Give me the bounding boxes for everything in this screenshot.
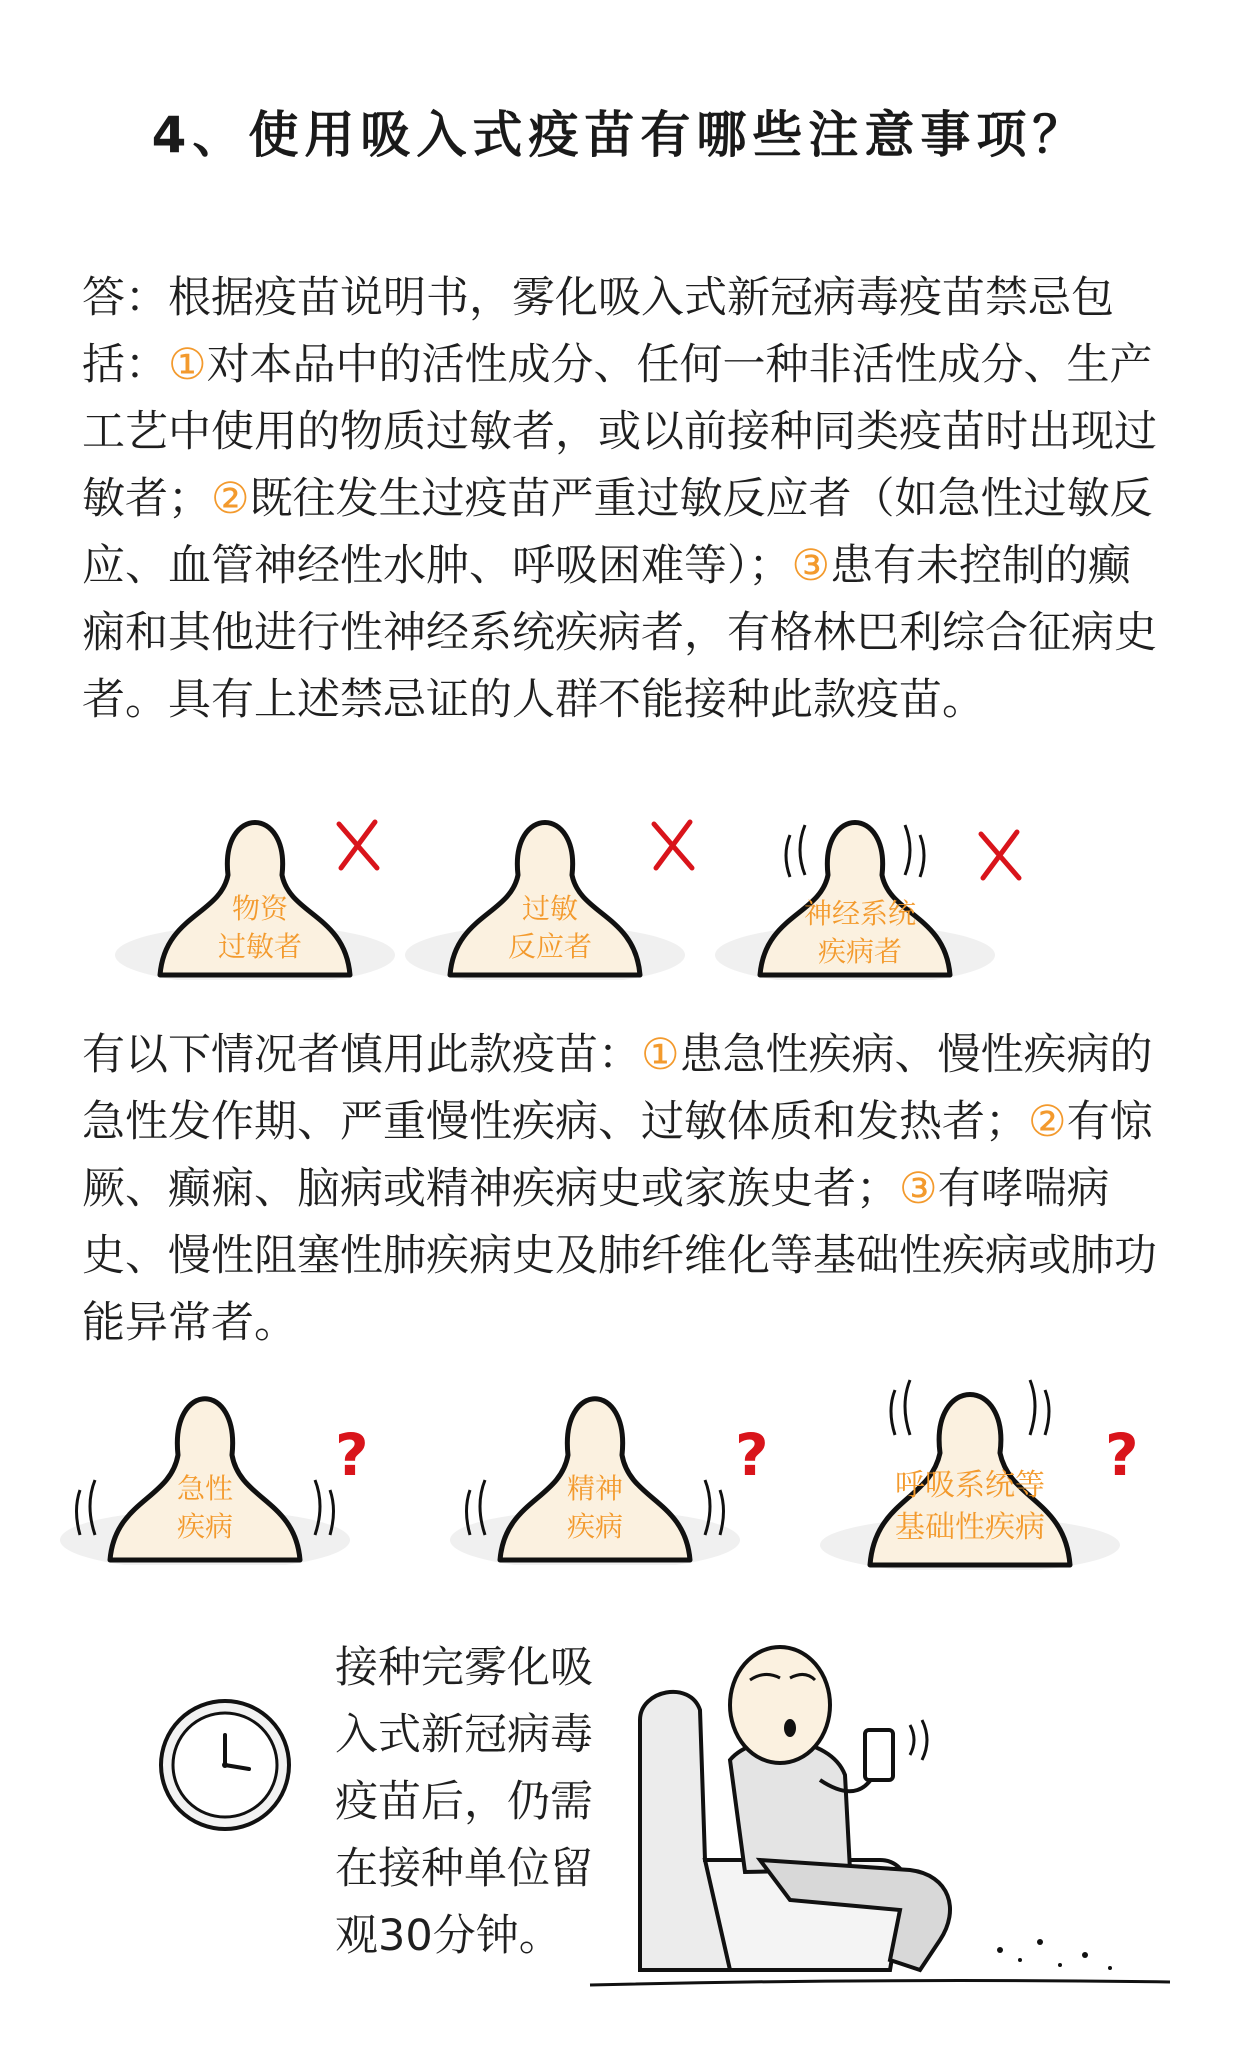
figure-label-line2: 疾病 [566, 1510, 623, 1543]
red-question-icon: ? [735, 1421, 769, 1489]
p2-circled-1: ① [641, 1030, 680, 1080]
caution-paragraph [82, 1022, 1172, 1357]
red-x-icon [648, 818, 698, 873]
p1-circled-2: ② [211, 474, 250, 524]
figure-label-line1: 物资 [231, 892, 288, 925]
p1-text-c: 既往发生过疫苗严重过敏反应者（如急性过敏反应、血管神经性水肿、呼吸困难等）； [82, 474, 1153, 591]
p1-circled-3: ③ [791, 541, 831, 591]
p2-text-a: 有以下情况者慎用此款疫苗： [82, 1030, 641, 1080]
figure-label-line1: 急性 [176, 1472, 233, 1505]
red-x-icon [975, 828, 1025, 883]
figure-label-line2: 疾病 [176, 1510, 233, 1543]
p1-text-a: 答：根据疫苗说明书，雾化吸入式新冠病毒疫苗禁忌包括： [82, 273, 1114, 390]
red-question-icon: ? [1105, 1421, 1139, 1489]
figure-acute-disease [55, 1360, 355, 1565]
man-in-armchair-illustration [580, 1610, 1180, 2000]
figure-respiratory-disease [820, 1355, 1140, 1570]
figure-label-line2: 过敏者 [217, 930, 302, 963]
figure-label-line2: 反应者 [507, 930, 592, 963]
figure-label-line1: 神经系统 [803, 897, 916, 930]
red-question-icon: ? [335, 1421, 369, 1489]
figure-label-line2: 基础性疾病 [895, 1510, 1045, 1545]
p2-text-b: 患急性疾病、慢性疾病的急性发作期、严重慢性疾病、过敏体质和发热者； [82, 1030, 1153, 1147]
figure-label-line1: 过敏 [521, 892, 578, 925]
p1-text-d: 患有未控制的癫痫和其他进行性神经系统疾病者，有格林巴利综合征病史者。具有上述禁忌证的人群不能接种此款疫苗。 [82, 541, 1157, 725]
p2-circled-2: ② [1028, 1097, 1067, 1147]
contraindications-paragraph [82, 265, 1172, 734]
p1-text-b: 对本品中的活性成分、任何一种非活性成分、生产工艺中使用的物质过敏者，或以前接种同类疫苗时出现过敏者； [82, 340, 1157, 524]
figure-label-line2: 疾病者 [817, 935, 902, 968]
observation-note: 接种完雾化吸入式新冠病毒疫苗后，仍需在接种单位留观30分钟。 [335, 1643, 593, 1961]
page-title: 4、使用吸入式疫苗有哪些注意事项？ [151, 106, 1089, 164]
figure-label-line1: 呼吸系统等 [895, 1468, 1045, 1503]
p2-circled-3: ③ [899, 1164, 938, 1214]
figure-nervous-disease [710, 795, 1010, 980]
red-x-icon [333, 818, 383, 873]
p2-text-d: 有哮喘病史、慢性阻塞性肺疾病史及肺纤维化等基础性疾病或肺功能异常者。 [82, 1164, 1157, 1348]
clock-icon [155, 1695, 295, 1835]
figure-mental-disease [445, 1360, 745, 1565]
p2-text-c: 有惊厥、癫痫、脑病或精神疾病史或家族史者； [82, 1097, 1153, 1214]
figure-label-line1: 精神 [566, 1472, 623, 1505]
p1-circled-1: ① [168, 340, 207, 390]
